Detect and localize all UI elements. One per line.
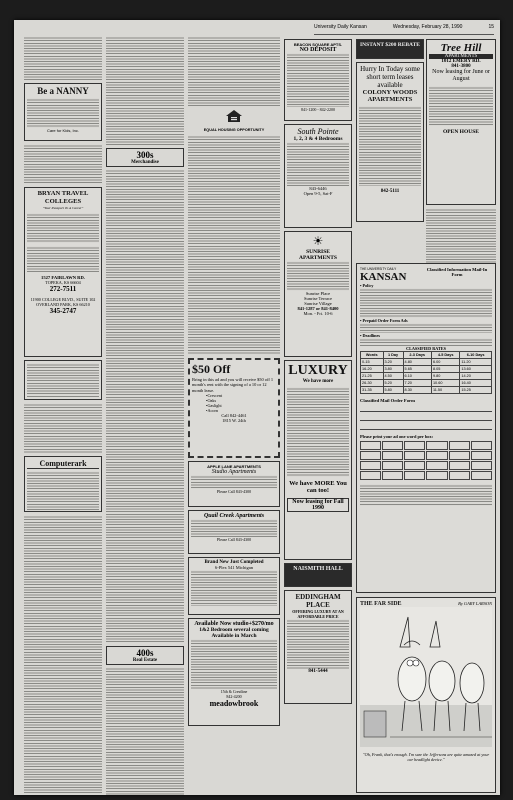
page-header [314,24,494,35]
rates-header: 1 Day [383,352,403,359]
classified-column-4 [284,36,352,707]
computerark-ad [24,456,102,512]
tree-hill-ad: Tree Hill APARTMENTS 1012 EMERY RD. 841-3800 Now leasing for June or August OPEN HOUSE [426,39,496,205]
table-row: 21-25 4.50 6.10 9.80 14.20 [361,373,492,380]
rates-header: 6-10 Days [460,352,492,359]
nanny-ad [24,83,102,141]
house-icon [225,109,243,123]
sun-icon: ☀ [312,234,324,248]
bryan-addr2: 11900 COLLEGE BLVD., SUITE 102 [30,297,96,302]
far-side-cartoon [356,597,496,793]
fifty-item: •Acorn [206,408,218,414]
bryan-city1: TOPEKA, KS 66604 [45,280,81,285]
traffic-ad [24,360,102,400]
rebate-banner: INSTANT $200 REBATE [356,39,424,59]
apple-lane-ad: APPLE LANE APARTMENTS Studio Apartments Please Call 843-4300 [188,461,280,507]
nanny-title: Be a NANNY [37,86,89,96]
available-now-ad: Available Now studio+$270/mo 1&2 Bedroom several coming Available in March 15th & Crestline 842-4200 meadowbrook [188,618,280,726]
fifty-off-ad [188,358,280,458]
section-300s: 300s Merchandise [106,148,184,167]
fifty-item: •Gaslight [206,403,222,409]
cartoon-title: THE FAR SIDE [360,601,402,607]
newspaper-page [14,20,500,795]
table-row: 31-35 5.80 8.30 11.50 15.25 [361,387,492,394]
word-box-grid[interactable] [360,441,492,480]
beacon-square-ad: BEACON SQUARE APTS. NO DEPOSIT 841-1200 - 842-2200 [284,39,352,121]
fifty-phone: Call 842-4461 [221,413,247,419]
eddingham-ad: EDDINGHAM PLACE OFFERING LUXURY AT AN AFFORDABLE PRICE 841-5444 [284,590,352,704]
bryan-title: BRYAN TRAVEL COLLEGES [37,190,89,205]
fifty-title: $50 Off [192,362,231,376]
meadowbrook-logo: meadowbrook [209,699,259,708]
bryan-tag: "Your Passport To A Career" [42,206,84,210]
quail-creek-ad: Quail Creek Apartments Please Call 843-4300 [188,510,280,554]
address-field[interactable] [360,414,492,421]
kansan-mail-in-form: THE UNIVERSITY DAILY KANSAN Classified Information Mail-In Form • Policy • Prepaid Order Form Ads • Deadlines CLASSIFIED RATES Words 1 Day 2-3 Days 4-5 Days 6-10 Days 0-15 3.20 4.80 6.00 11.20 16-20 3.80 5.65 8.05 13.60 21-25 4.50 6.10 9.80 14.20 26-30 5.20 7.20 10.60 16.40 31-35 5.80 8.30 11.50 15.25 Classified Mail Order Form Please print your ad one word per box: [356,263,496,593]
sunrise-ad: ☀ SUNRISE APARTMENTS Sunrise Place Sunrise Terrace Sunrise Village 841-1287 or 841-8400 Mon. - Fri. 10-6 [284,231,352,357]
bryan-ad [24,187,102,357]
south-pointe-ad: South Pointe 1, 2, 3 & 4 Bedrooms 843-6446 Open 9-5, Sat-F [284,124,352,228]
cartoon-caption: "Oh, Frank, that's enough. I'm sure the Jeffersons are quite amazed at your car headlight device." [362,752,490,762]
cartoon-byline: By GARY LARSON [458,601,492,606]
naismith-hall-ad: NAISMITH HALL [284,563,352,587]
rates-table [360,351,492,394]
rates-header: 2-3 Days [403,352,431,359]
nanny-line: Care for Kids, Inc. [46,128,79,133]
luxury-ad: LUXURY We have more We have MORE You can too! Now leasing for Fall 1990 [284,360,352,560]
classified-text [24,36,102,80]
classified-column-2 [106,36,184,795]
page-number: 15 [488,24,494,30]
equal-housing-logo: EQUAL HOUSING OPPORTUNITY [188,109,280,132]
phone-field[interactable] [360,423,492,430]
classified-column-1 [24,36,102,795]
classified-column-5 [356,36,424,225]
paper-date: Wednesday, February 28, 1990 [392,24,463,30]
classified-column-3 [188,36,280,729]
fifty-item: •Oaks [206,398,217,404]
classified-column-6 [426,36,496,264]
computerark-title: Computerark [27,459,99,469]
colony-woods-ad: Hurry In Today some short term leases available COLONY WOODS APARTMENTS 842-5111 [356,62,424,222]
fifty-item: •Crescent [206,393,223,399]
fifty-body: Bring in this ad and you will receive $50 off 1 month's rent with the signing of a 10 or 12 month lease. [192,377,274,393]
bryan-phone2: 345-2747 [49,307,77,315]
paper-name: University Daily Kansan [314,24,367,30]
bryan-phone1: 272-7511 [49,285,77,293]
table-row: 0-15 3.20 4.80 6.00 11.20 [361,359,492,366]
cartoon-drawing [360,607,492,747]
table-row: 16-20 3.80 5.65 8.05 13.60 [361,366,492,373]
rates-header: Words [361,352,384,359]
name-field[interactable] [360,405,492,412]
section-400s: 400s Real Estate [106,646,184,665]
fifty-addr: 1815 W. 24th [222,418,246,424]
brand-new-ad: Brand New Just Completed 6-Plex 541 Michigan [188,557,280,615]
bryan-city2: OVERLAND PARK, KS 66210 [36,302,90,307]
kansan-logo: KANSAN [360,271,407,283]
bryan-addr1: 1527 FAIRLAWN RD. [41,275,85,280]
rates-header: 4-5 Days [431,352,459,359]
table-row: 26-30 5.20 7.20 10.60 16.40 [361,380,492,387]
